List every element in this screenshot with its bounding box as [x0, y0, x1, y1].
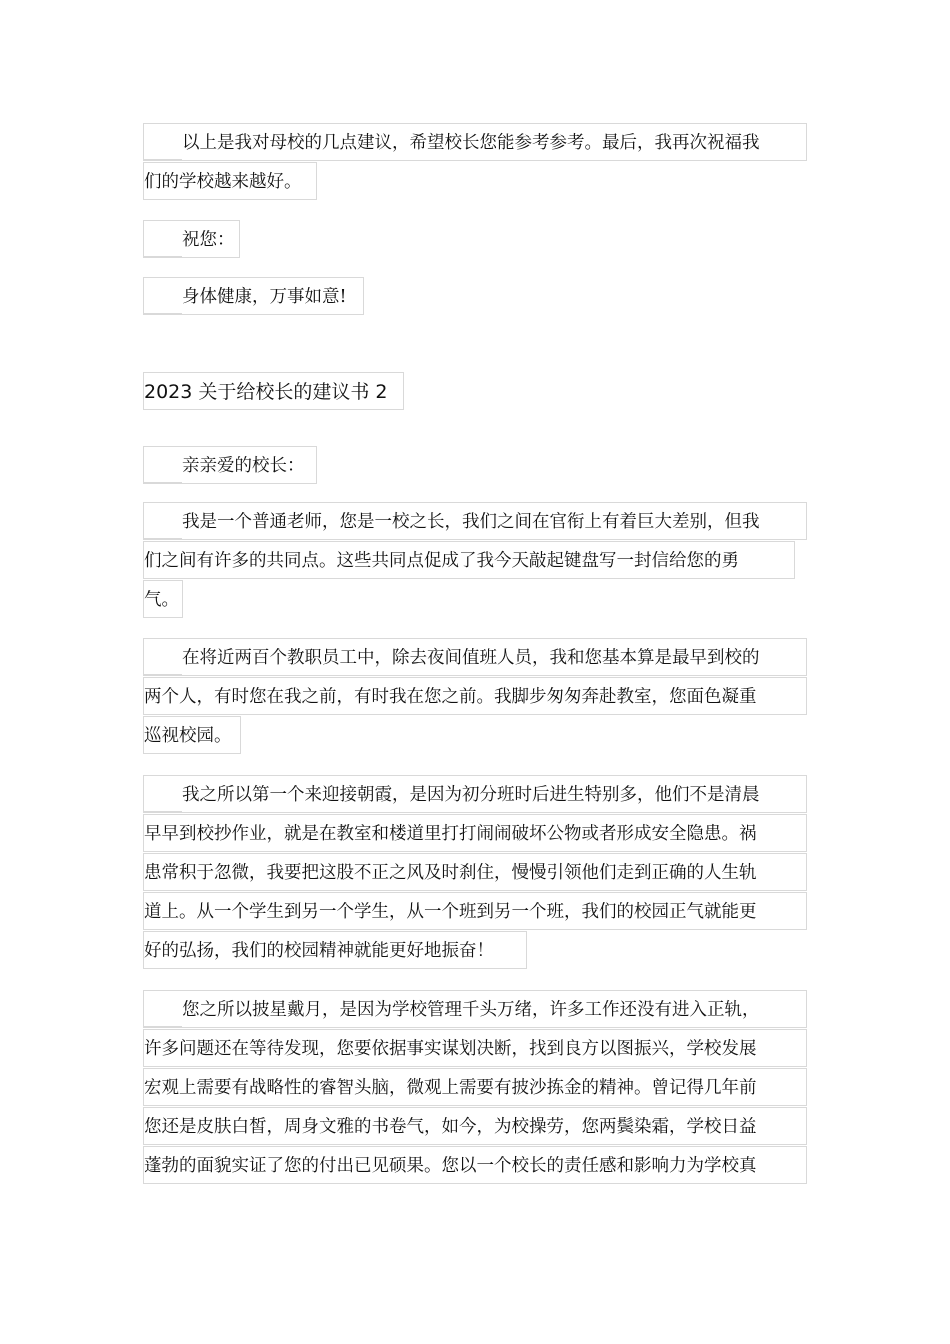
paragraph-4-line-4 [143, 1107, 807, 1145]
paragraph-text: 宏观上需要有战略性的睿智头脑，微观上需要有披沙拣金的精神。曾记得几年前 [144, 1078, 757, 1098]
paragraph-text: 道上。从一个学生到另一个学生，从一个班到另一个班，我们的校园正气就能更 [144, 902, 757, 922]
paragraph-1-line-2 [143, 541, 795, 579]
paragraph-text: 许多问题还在等待发现，您要依据事实谋划决断，找到良方以图振兴，学校发展 [144, 1039, 757, 1059]
closing-text: 以上是我对母校的几点建议，希望校长您能参考参考。最后，我再次祝福我 [182, 133, 760, 153]
indent-marker [144, 482, 182, 483]
wish-text: 祝您： [182, 230, 235, 250]
salutation-text: 亲亲爱的校长： [182, 456, 305, 476]
paragraph-2-line-1 [143, 638, 807, 676]
paragraph-4-line-5 [143, 1146, 807, 1184]
indent-marker [144, 811, 182, 812]
blessing-text: 身体健康，万事如意! [182, 287, 347, 307]
closing-text: 们的学校越来越好。 [144, 172, 302, 192]
paragraph-3-line-5 [143, 931, 527, 969]
closing-paragraph-line-2 [143, 162, 317, 200]
paragraph-1-line-1 [143, 502, 807, 540]
indent-marker [144, 538, 182, 539]
paragraph-text: 我之所以第一个来迎接朝霞，是因为初分班时后进生特别多，他们不是清晨 [182, 785, 760, 805]
letter2-title [143, 372, 404, 410]
letter2-salutation [143, 446, 317, 484]
paragraph-4-line-3 [143, 1068, 807, 1106]
paragraph-text: 您之所以披星戴月，是因为学校管理千头万绪，许多工作还没有进入正轨， [182, 1000, 760, 1020]
wish-line [143, 220, 240, 258]
indent-marker [144, 313, 182, 314]
paragraph-text: 巡视校园。 [144, 726, 232, 746]
paragraph-4-line-2 [143, 1029, 807, 1067]
paragraph-3-line-1 [143, 775, 807, 813]
paragraph-text: 蓬勃的面貌实证了您的付出已见硕果。您以一个校长的责任感和影响力为学校真 [144, 1156, 757, 1176]
paragraph-text: 早早到校抄作业，就是在教室和楼道里打打闹闹破坏公物或者形成安全隐患。祸 [144, 824, 757, 844]
paragraph-2-line-2 [143, 677, 807, 715]
paragraph-3-line-3 [143, 853, 807, 891]
paragraph-text: 在将近两百个教职员工中，除去夜间值班人员，我和您基本算是最早到校的 [182, 648, 760, 668]
indent-marker [144, 256, 182, 257]
paragraph-3-line-4 [143, 892, 807, 930]
paragraph-text: 好的弘扬，我们的校园精神就能更好地振奋！ [144, 941, 494, 961]
indent-marker [144, 674, 182, 675]
paragraph-text: 气。 [144, 590, 179, 610]
paragraph-text: 患常积于忽微，我要把这股不正之风及时刹住，慢慢引领他们走到正确的人生轨 [144, 863, 757, 883]
paragraph-4-line-1 [143, 990, 807, 1028]
indent-marker [144, 159, 182, 160]
paragraph-text: 您还是皮肤白皙，周身文雅的书卷气，如今，为校操劳，您两鬓染霜，学校日益 [144, 1117, 757, 1137]
paragraph-2-line-3 [143, 716, 241, 754]
paragraph-1-line-3 [143, 580, 183, 618]
paragraph-text: 们之间有许多的共同点。这些共同点促成了我今天敲起键盘写一封信给您的勇 [144, 551, 739, 571]
closing-paragraph-line-1 [143, 123, 807, 161]
paragraph-text: 我是一个普通老师，您是一校之长，我们之间在官衔上有着巨大差别，但我 [182, 512, 760, 532]
indent-marker [144, 1026, 182, 1027]
paragraph-3-line-2 [143, 814, 807, 852]
letter2-title-text: 2023 关于给校长的建议书 2 [144, 381, 388, 403]
blessing-line [143, 277, 364, 315]
paragraph-text: 两个人，有时您在我之前，有时我在您之前。我脚步匆匆奔赴教室，您面色凝重 [144, 687, 757, 707]
